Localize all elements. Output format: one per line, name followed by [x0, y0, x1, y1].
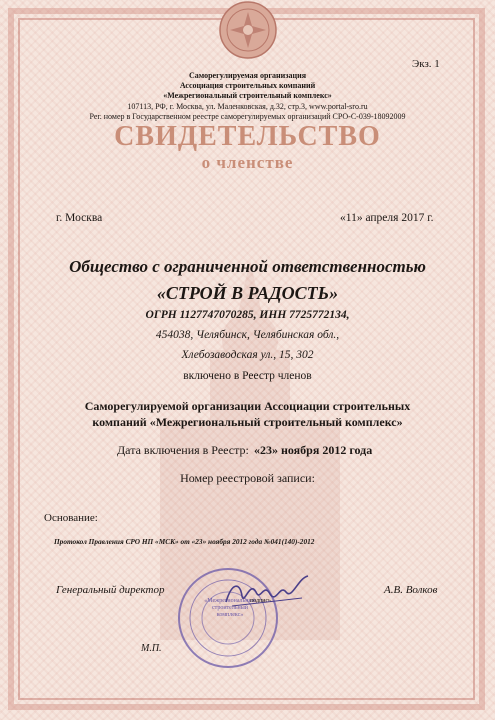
member-legal-form: Общество с ограниченной ответственностью — [69, 257, 426, 276]
stamp-sign-label: подпись — [250, 598, 271, 604]
member-name: «СТРОЙ В РАДОСТЬ» — [156, 283, 339, 303]
signature-icon — [222, 572, 312, 612]
org-line-1: Саморегулируемой организации Ассоциации строительных — [84, 399, 411, 413]
issue-date: «11» апреля 2017 г. — [340, 212, 434, 224]
issuer-reg-number: Рег. номер в Государственном реестре саморегулируемых организаций СРО-С-039-18092009 — [89, 112, 406, 121]
emblem-icon — [216, 0, 280, 64]
registry-number-label: Номер реестровой записи: — [180, 471, 315, 485]
issuer-line-2: Ассоциация строительных компаний — [179, 81, 316, 90]
inclusion-date: «23» ноября 2012 года — [254, 443, 373, 457]
stamp-text: «Межрегиональный строительный комплекс» — [204, 598, 256, 618]
member-address-2: Хлебозаводская ул., 15, 302 — [181, 349, 314, 361]
issue-city: г. Москва — [56, 212, 103, 224]
stamp-place-label: М.П. — [141, 643, 162, 654]
member-address-1: 454038, Челябинск, Челябинская обл., — [155, 329, 340, 341]
issuer-address: 107113, РФ, г. Москва, ул. Маленковская, д.32, стр.3, www.portal-sro.ru — [127, 102, 368, 111]
included-text: включено в Реестр членов — [183, 370, 312, 382]
issuer-line-1: Саморегулируемая организация — [188, 71, 307, 80]
basis-text: Протокол Правления СРО НП «МСК» от «23» ноября 2012 года №041(140)-2012 — [54, 537, 315, 546]
signer-name: А.В. Волков — [384, 584, 438, 596]
org-line-2: компаний «Межрегиональный строительный комплекс» — [92, 415, 403, 429]
certificate-subtitle: о членстве — [201, 153, 294, 172]
member-ids: ОГРН 1127747070285, ИНН 7725772134, — [145, 309, 350, 321]
basis-label: Основание: — [44, 512, 98, 524]
certificate-title: СВИДЕТЕЛЬСТВО — [114, 121, 381, 152]
signer-title: Генеральный директор — [56, 584, 165, 596]
copy-number: Экз. 1 — [412, 58, 440, 70]
inclusion-date-label: Дата включения в Реестр: — [117, 443, 249, 457]
issuer-line-3: «Межрегиональный строительный комплекс» — [163, 91, 332, 100]
